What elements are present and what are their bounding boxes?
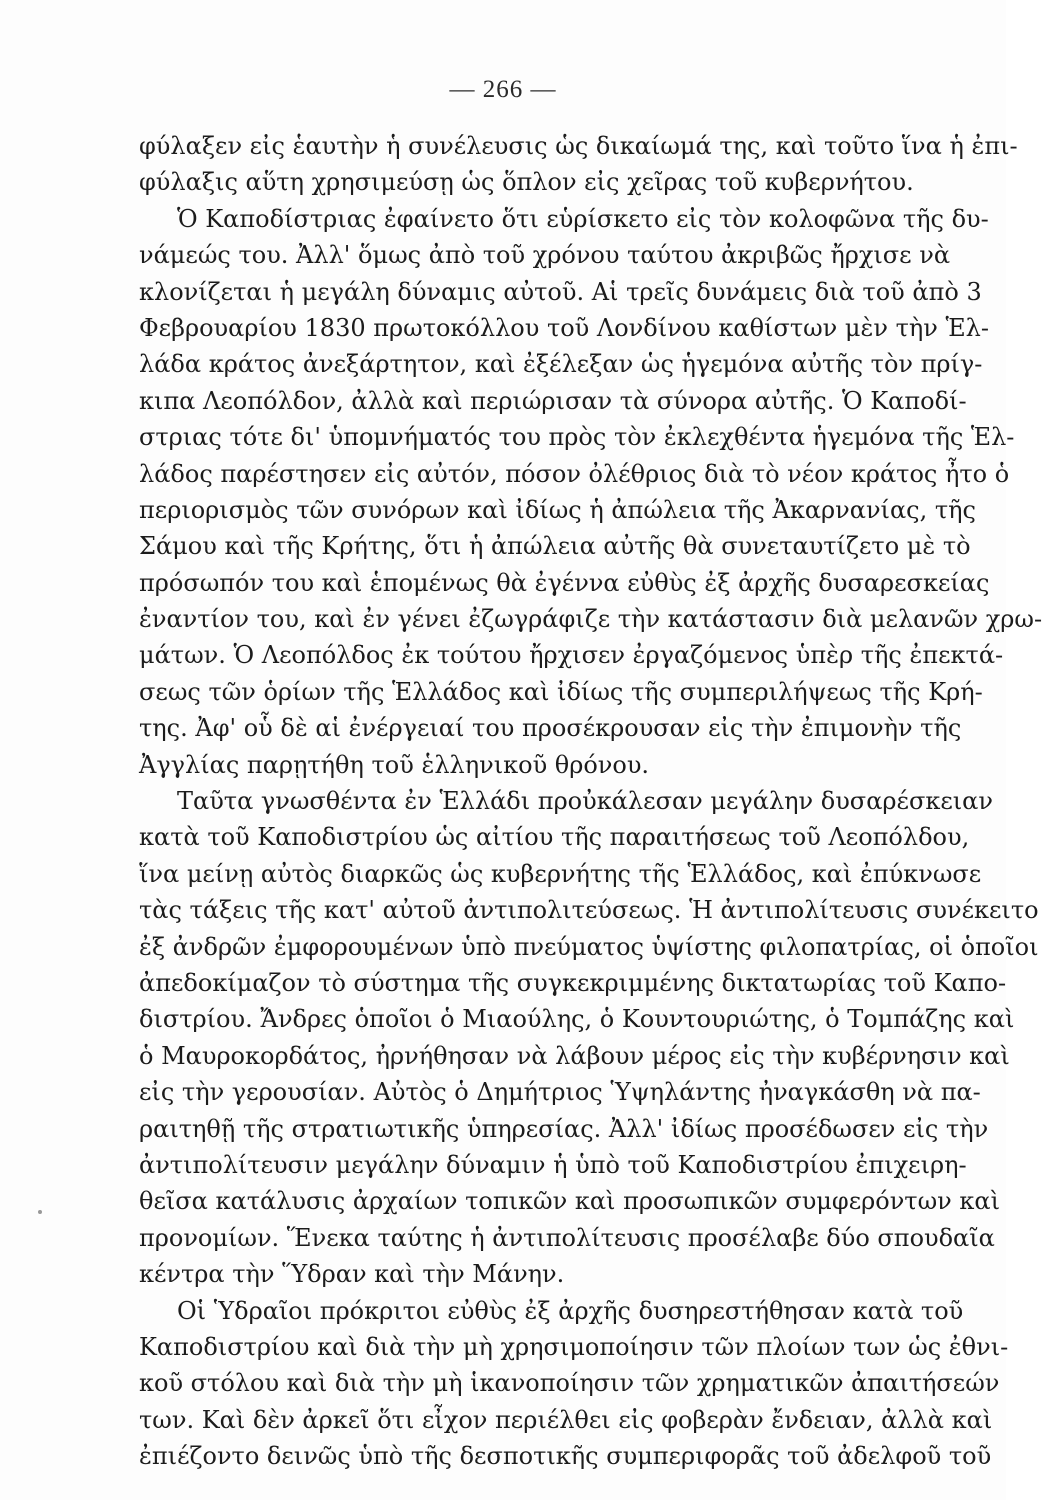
text-line: ἐξ ἀνδρῶν ἐμφορουμένων ὑπὸ πνεύματος ὑψίστης φιλοπατρίας, οἱ ὁποῖοι	[139, 932, 1039, 961]
text-line: κοῦ στόλου καὶ διὰ τὴν μὴ ἱκανοποίησιν τῶν χρηματικῶν ἀπαιτήσεών	[139, 1369, 1000, 1398]
text-line: κιπα Λεοπόλδον, ἀλλὰ καὶ περιώρισαν τὰ σύνορα αὐτῆς. Ὁ Καποδί-	[139, 386, 967, 415]
page-number: — 266 —	[449, 76, 557, 103]
text-line: θεῖσα κατάλυσις ἀρχαίων τοπικῶν καὶ προσωπικῶν συμφερόντων καὶ	[139, 1187, 1000, 1216]
text-line: εἰς τὴν γερουσίαν. Αὐτὸς ὁ Δημήτριος Ὑψηλάντης ἠναγκάσθη νὰ πα-	[139, 1078, 981, 1107]
text-line: ὁ Μαυροκορδάτος, ἠρνήθησαν νὰ λάβουν μέρος εἰς τὴν κυβέρνησιν καὶ	[139, 1041, 1010, 1070]
text-line: πρόσωπόν του καὶ ἑπομένως θὰ ἐγέννα εὐθὺς ἐξ ἀρχῆς δυσαρεσκείας	[139, 568, 990, 597]
text-line: στριας τότε δι' ὑπομνήματός του πρὸς τὸν ἐκλεχθέντα ἡγεμόνα τῆς Ἑλ-	[139, 423, 1015, 452]
text-line: λάδος παρέστησεν εἰς αὐτόν, πόσον ὀλέθριος διὰ τὸ νέον κράτος ἦτο ὁ	[139, 459, 1010, 488]
text-line: κέντρα τὴν Ὕδραν καὶ τὴν Μάνην.	[139, 1260, 565, 1289]
text-line: νάμεώς του. Ἀλλ' ὅμως ἀπὸ τοῦ χρόνου ταύτου ἀκριβῶς ἤρχισε νὰ	[139, 241, 951, 270]
text-line: σεως τῶν ὁρίων τῆς Ἑλλάδος καὶ ἰδίως τῆς συμπεριλήψεως τῆς Κρή-	[139, 677, 983, 706]
text-line: Ἀγγλίας παρῃτήθη τοῦ ἑλληνικοῦ θρόνου.	[139, 750, 650, 779]
text-line: κατὰ τοῦ Καποδιστρίου ὡς αἰτίου τῆς παραιτήσεως τοῦ Λεοπόλδου,	[139, 823, 970, 852]
text-line: Ταῦτα γνωσθέντα ἐν Ἑλλάδι προὐκάλεσαν μεγάλην δυσαρέσκειαν	[177, 787, 993, 816]
text-line: Ὁ Καποδίστριας ἐφαίνετο ὅτι εὑρίσκετο εἰς τὸν κολοφῶνα τῆς δυ-	[177, 204, 989, 233]
text-line: των. Καὶ δὲν ἀρκεῖ ὅτι εἶχον περιέλθει εἰς φοβερὰν ἔνδειαν, ἀλλὰ καὶ	[139, 1405, 993, 1434]
text-line: ἐναντίον του, καὶ ἐν γένει ἐζωγράφιζε τὴν κατάστασιν διὰ μελανῶν χρω-	[139, 605, 1042, 634]
text-line: προνομίων. Ἕνεκα ταύτης ἡ ἀντιπολίτευσις προσέλαβε δύο σπουδαῖα	[139, 1223, 995, 1252]
text-line: της. Ἀφ' οὗ δὲ αἱ ἐνέργειαί του προσέκρουσαν εἰς τὴν ἐπιμονὴν τῆς	[139, 714, 962, 743]
text-line: μάτων. Ὁ Λεοπόλδος ἐκ τούτου ἤρχισεν ἐργαζόμενος ὑπὲρ τῆς ἐπεκτά-	[139, 641, 1004, 670]
text-line: φύλαξις αὕτη χρησιμεύσῃ ὡς ὅπλον εἰς χεῖρας τοῦ κυβερνήτου.	[139, 168, 914, 197]
margin-speck	[38, 1210, 42, 1214]
text-line: ἵνα μείνῃ αὐτὸς διαρκῶς ὡς κυβερνήτης τῆς Ἑλλάδος, καὶ ἐπύκνωσε	[139, 859, 982, 888]
text-line: ἀπεδοκίμαζον τὸ σύστημα τῆς συγκεκριμμένης δικτατωρίας τοῦ Καπο-	[139, 968, 1007, 997]
body-text	[139, 128, 1042, 1474]
text-line: φύλαξεν εἰς ἑαυτὴν ἡ συνέλευσις ὡς δικαίωμά της, καὶ τοῦτο ἵνα ἡ ἐπι-	[139, 132, 1018, 160]
text-line: περιορισμὸς τῶν συνόρων καὶ ἰδίως ἡ ἀπώλεια τῆς Ἀκαρνανίας, τῆς	[139, 495, 976, 524]
text-line: διστρίου. Ἄνδρες ὁποῖοι ὁ Μιαούλης, ὁ Κουντουριώτης, ὁ Τομπάζης καὶ	[139, 1005, 1015, 1034]
text-line: τὰς τάξεις τῆς κατ' αὐτοῦ ἀντιπολιτεύσεως. Ἡ ἀντιπολίτευσις συνέκειτο	[139, 896, 1039, 925]
text-line: ἐπιέζοντο δεινῶς ὑπὸ τῆς δεσποτικῆς συμπεριφορᾶς τοῦ ἀδελφοῦ τοῦ	[139, 1442, 992, 1471]
text-line: ἀντιπολίτευσιν μεγάλην δύναμιν ἡ ὑπὸ τοῦ Καποδιστρίου ἐπιχειρη-	[139, 1150, 967, 1179]
text-line: κλονίζεται ἡ μεγάλη δύναμις αὐτοῦ. Αἱ τρεῖς δυνάμεις διὰ τοῦ ἀπὸ 3	[139, 277, 982, 306]
text-line: ραιτηθῇ τῆς στρατιωτικῆς ὑπηρεσίας. Ἀλλ' ἰδίως προσέδωσεν εἰς τὴν	[139, 1114, 989, 1143]
text-line: Οἱ Ὑδραῖοι πρόκριτοι εὐθὺς ἐξ ἀρχῆς δυσηρεστήθησαν κατὰ τοῦ	[177, 1296, 964, 1325]
text-line: Καποδιστρίου καὶ διὰ τὴν μὴ χρησιμοποίησιν τῶν πλοίων των ὡς ἐθνι-	[139, 1332, 1009, 1361]
text-line: Σάμου καὶ τῆς Κρήτης, ὅτι ἡ ἀπώλεια αὐτῆς θὰ συνεταυτίζετο μὲ τὸ	[139, 532, 971, 561]
text-line: Φεβρουαρίου 1830 πρωτοκόλλου τοῦ Λονδίνου καθίστων μὲν τὴν Ἑλ-	[139, 313, 989, 342]
text-line: λάδα κράτος ἀνεξάρτητον, καὶ ἐξέλεξαν ὡς ἡγεμόνα αὐτῆς τὸν πρίγ-	[139, 350, 983, 379]
